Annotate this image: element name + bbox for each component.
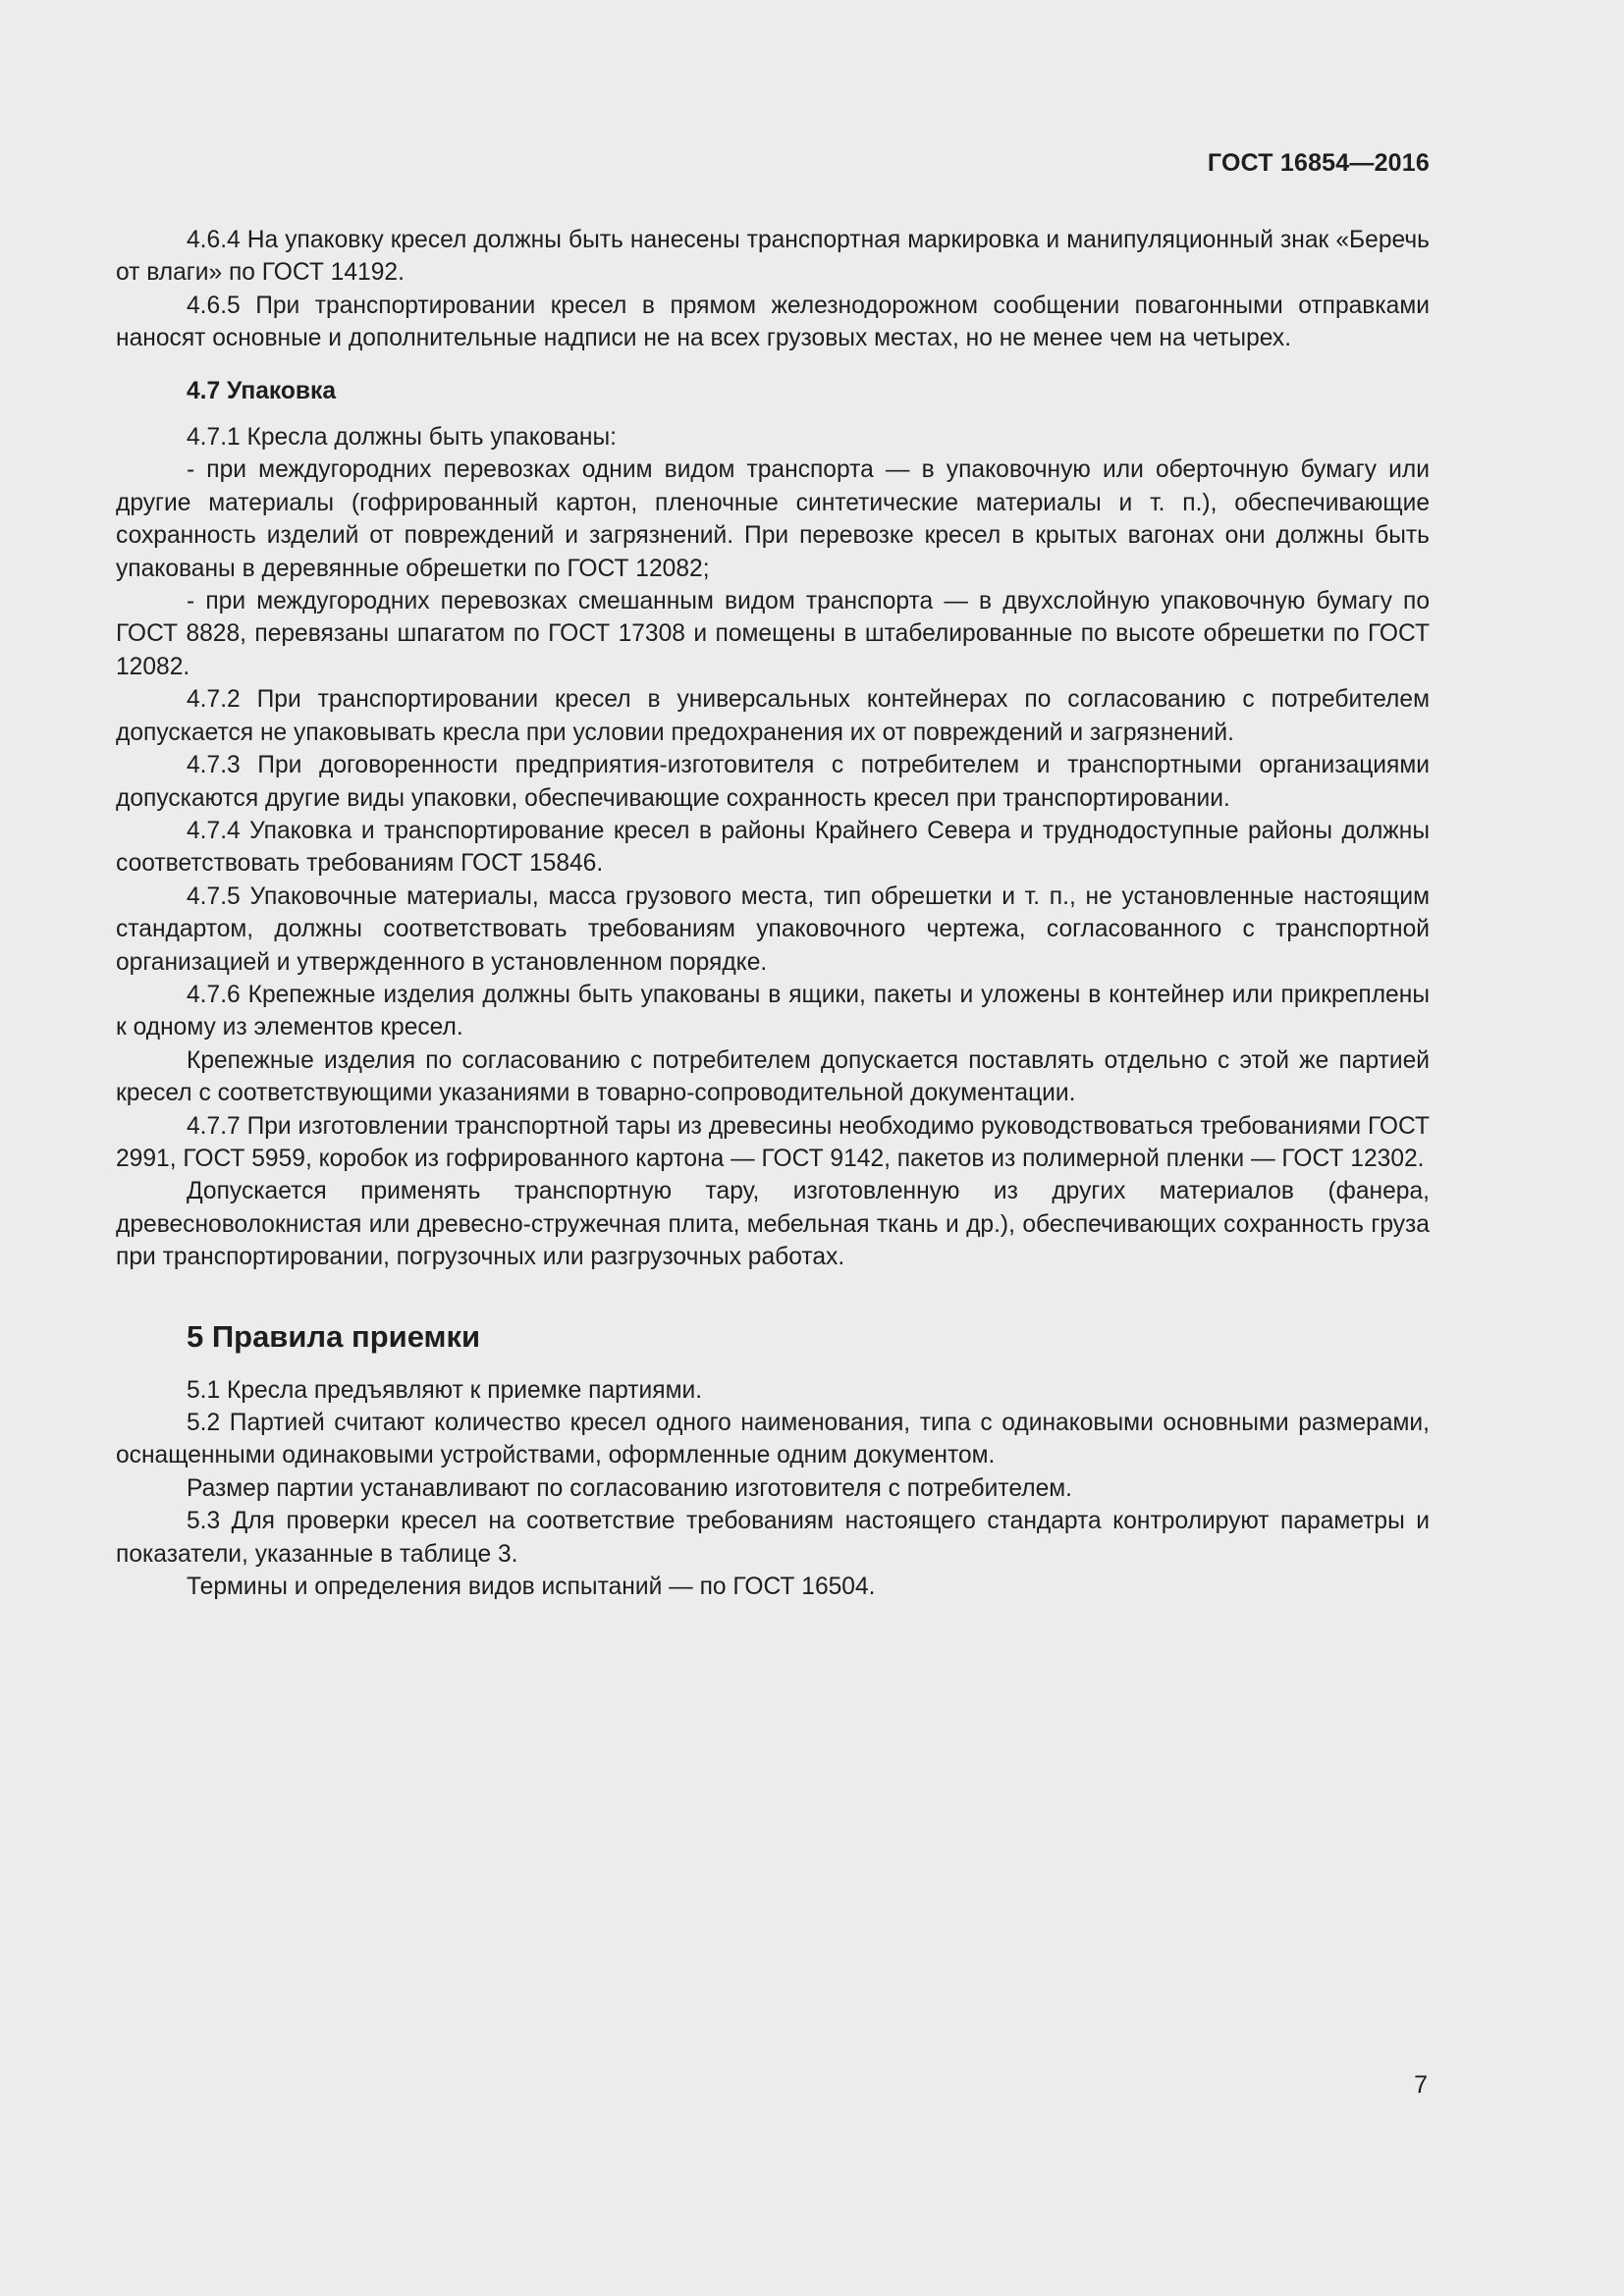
paragraph-5-3: 5.3 Для проверки кресел на соответствие требованиям настоящего стандарта контролируют параметры и показатели, указанные в таблице 3.: [116, 1508, 1430, 1568]
list-item-mixed-transport: - при междугородних перевозках смешанным видом транспорта — в двухслойную упаковочную бумагу по ГОСТ 8828, перевязаны шпагатом по ГОСТ 17308 и помещены в штабелированные по высоте обрешетки по ГОСТ 12082.: [116, 588, 1430, 680]
paragraph-4-7-6: 4.7.6 Крепежные изделия должны быть упакованы в ящики, пакеты и уложены в контейнер или прикреплены к одному из элементов кресел.: [116, 981, 1430, 1041]
page-number: 7: [1414, 2071, 1428, 2099]
paragraph-4-7-2: 4.7.2 При транспортировании кресел в универсальных контейнерах по согласованию с потребителем допускается не упаковывать кресла при условии предохранения их от повреждений и загрязнений.: [116, 686, 1430, 746]
paragraph-4-7-7: 4.7.7 При изготовлении транспортной тары из древесины необходимо руководствоваться требованиями ГОСТ 2991, ГОСТ 5959, коробок из гофрированного картона — ГОСТ 9142, пакетов из полимерной пленки — ГОСТ 12302.: [116, 1112, 1430, 1172]
paragraph-fasteners: Крепежные изделия по согласованию с потребителем допускается поставлять отдельно с этой же партией кресел с соответствующими указаниями в товарно-сопроводительной документации.: [116, 1046, 1430, 1107]
paragraph-batch-size: Размер партии устанавливают по согласованию изготовителя с потребителем.: [187, 1474, 1072, 1502]
paragraph-5-2: 5.2 Партией считают количество кресел одного наименования, типа с одинаковыми основными размерами, оснащенными одинаковыми устройствами, оформленные одним документом.: [116, 1410, 1430, 1469]
paragraph-4-7-5: 4.7.5 Упаковочные материалы, масса грузового места, тип обрешетки и т. п., не установленные настоящим стандартом, должны соответствовать требованиям упаковочного чертежа, согласованного с транспортной организацией и утвержденного в установленном порядке.: [116, 882, 1430, 976]
subsection-heading-4-7: 4.7 Упаковка: [187, 377, 337, 404]
paragraph-4-7-3: 4.7.3 При договоренности предприятия-изготовителя с потребителем и транспортными организациями допускаются другие виды упаковки, обеспечивающие сохранность кресел при транспортировании.: [116, 752, 1430, 812]
document-header: ГОСТ 16854—2016: [1207, 149, 1430, 177]
paragraph-other-materials: Допускается применять транспортную тару, изготовленную из других материалов (фанера, древесноволокнистая или древесно-стружечная плита, мебельная ткань и др.), обеспечивающих сохранность груза при транспортировании, погрузочных или разгрузочных работах.: [116, 1178, 1430, 1271]
paragraph-test-terms: Термины и определения видов испытаний — по ГОСТ 16504.: [187, 1574, 876, 1601]
paragraph-4-7-1: 4.7.1 Кресла должны быть упакованы:: [187, 424, 617, 452]
document-body: [116, 224, 1430, 1603]
section-heading-5: 5 Правила приемки: [187, 1318, 481, 1354]
paragraph-4-6-4: 4.6.4 На упаковку кресел должны быть нанесены транспортная маркировка и манипуляционный знак «Беречь от влаги» по ГОСТ 14192.: [116, 227, 1430, 287]
paragraph-5-1: 5.1 Кресла предъявляют к приемке партиями.: [187, 1376, 703, 1404]
paragraph-4-6-5: 4.6.5 При транспортировании кресел в прямом железнодорожном сообщении повагонными отправками наносят основные и дополнительные надписи не на всех грузовых местах, но не менее чем на четырех.: [116, 292, 1430, 352]
list-item-one-transport: - при междугородних перевозках одним видом транспорта — в упаковочную или оберточную бумагу или другие материалы (гофрированный картон, пленочные синтетические материалы и т. п.), обеспечивающие сохранность изделий от повреждений и загрязнений. При перевозке кресел в крытых вагонах они должны быть упакованы в деревянные обрешетки по ГОСТ 12082;: [116, 456, 1430, 582]
paragraph-4-7-4: 4.7.4 Упаковка и транспортирование кресел в районы Крайнего Севера и труднодоступные районы должны соответствовать требованиям ГОСТ 15846.: [116, 817, 1430, 878]
